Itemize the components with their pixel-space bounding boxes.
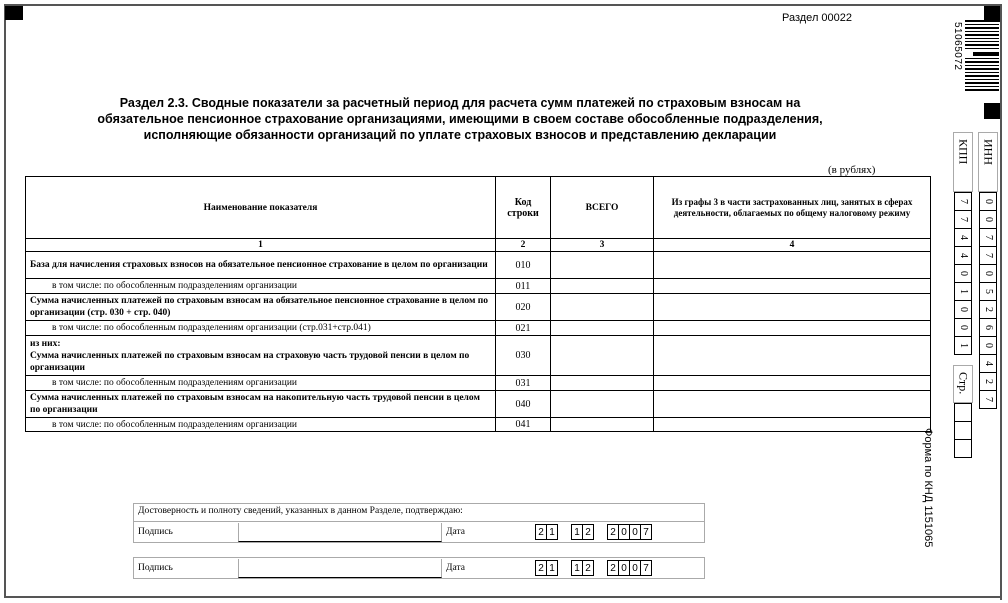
kpp-digit[interactable]: 7 — [954, 192, 972, 211]
row-general-regime-input[interactable] — [654, 294, 931, 321]
row-total-input[interactable] — [551, 418, 654, 432]
row-general-regime-input[interactable] — [654, 336, 931, 376]
row-general-regime-input[interactable] — [654, 376, 931, 391]
registration-marker-top-left — [5, 6, 23, 20]
date-year-digit[interactable]: 7 — [640, 524, 652, 540]
inn-digits — [979, 193, 997, 409]
row-total-input[interactable] — [551, 294, 654, 321]
kpp-digit[interactable]: 4 — [954, 228, 972, 247]
date-month-digit[interactable]: 1 — [571, 560, 583, 576]
inn-digit[interactable]: 7 — [979, 228, 997, 247]
inn-digit[interactable]: 0 — [979, 210, 997, 229]
row-general-regime-input[interactable] — [654, 279, 931, 294]
table-row — [26, 252, 931, 279]
barcode — [963, 20, 999, 94]
confirm-text: Достоверность и полноту сведений, указанных в данном Разделе, подтверждаю: — [134, 504, 704, 522]
row-code: 031 — [496, 376, 551, 391]
date-day-digit[interactable]: 1 — [546, 560, 558, 576]
row-code: 021 — [496, 321, 551, 336]
date-month-digit[interactable]: 2 — [582, 524, 594, 540]
row-name: Сумма начисленных платежей по страховым взносам на обязательное пенсионное страхование в целом по организации (стр. 030 + стр. 040) — [26, 294, 496, 321]
inn-digit[interactable]: 7 — [979, 246, 997, 265]
page-frame-right — [1000, 4, 1002, 600]
date-label: Дата — [446, 527, 465, 537]
kpp-digit[interactable]: 0 — [954, 300, 972, 319]
row-name: База для начисления страховых взносов на обязательное пенсионное страхование в целом по организации — [26, 252, 496, 279]
kpp-digit[interactable]: 1 — [954, 282, 972, 301]
signature-row — [134, 522, 704, 542]
row-code: 020 — [496, 294, 551, 321]
table-row — [26, 418, 931, 432]
row-code: 010 — [496, 252, 551, 279]
row-code: 030 — [496, 336, 551, 376]
page-digit[interactable] — [954, 421, 972, 440]
signature-block-1 — [133, 503, 705, 543]
row-name: в том числе: по обособленным подразделениям организации (стр.031+стр.041) — [26, 321, 496, 336]
inn-digit[interactable]: 6 — [979, 318, 997, 337]
row-general-regime-input[interactable] — [654, 391, 931, 418]
page-label: Стр. — [953, 365, 973, 403]
signature-block-2 — [133, 557, 705, 579]
page-digit[interactable] — [954, 403, 972, 422]
date-year-digit[interactable]: 0 — [618, 560, 630, 576]
row-name: в том числе: по обособленным подразделениям организации — [26, 279, 496, 294]
date-year-digit[interactable]: 2 — [607, 524, 619, 540]
inn-digit[interactable]: 0 — [979, 336, 997, 355]
date-day-digit[interactable]: 2 — [535, 524, 547, 540]
inn-digit[interactable]: 4 — [979, 354, 997, 373]
column-number: 4 — [654, 239, 931, 252]
kpp-digit[interactable]: 1 — [954, 336, 972, 355]
kpp-digits — [954, 193, 972, 355]
signature-label: Подпись — [138, 527, 173, 537]
kpp-label: КПП — [953, 132, 973, 192]
date-year-digit[interactable]: 2 — [607, 560, 619, 576]
page-title — [20, 95, 900, 143]
date-month-digit[interactable]: 1 — [571, 524, 583, 540]
table-row — [26, 294, 931, 321]
column-number: 3 — [551, 239, 654, 252]
indicators-table — [25, 176, 931, 432]
date-year-digit[interactable]: 7 — [640, 560, 652, 576]
row-name — [26, 336, 496, 376]
row-general-regime-input[interactable] — [654, 321, 931, 336]
title-line: Раздел 2.3. Сводные показатели за расчетный период для расчета сумм платежей по страховым взносам на — [119, 96, 801, 110]
row-general-regime-input[interactable] — [654, 252, 931, 279]
date-label: Дата — [446, 563, 465, 573]
kpp-digit[interactable]: 7 — [954, 210, 972, 229]
inn-digit[interactable]: 2 — [979, 372, 997, 391]
column-number: 1 — [26, 239, 496, 252]
title-line: исполняющие обязанности организаций по уплате страховых взносов и представлению декларации — [143, 128, 777, 142]
date-month-digit[interactable]: 2 — [582, 560, 594, 576]
row-total-input[interactable] — [551, 252, 654, 279]
signature-field[interactable] — [238, 559, 442, 578]
row-name-text: Сумма начисленных платежей по страховым взносам на страховую часть трудовой пенсии в целом по организации — [30, 350, 470, 373]
section-code: Раздел 00022 — [782, 12, 853, 24]
inn-digit[interactable]: 2 — [979, 300, 997, 319]
kpp-digit[interactable]: 4 — [954, 246, 972, 265]
date-field[interactable] — [536, 560, 652, 576]
header-name: Наименование показателя — [26, 177, 496, 239]
page-digit[interactable] — [954, 439, 972, 458]
table-row — [26, 391, 931, 418]
signature-row — [134, 558, 704, 578]
inn-digit[interactable]: 0 — [979, 264, 997, 283]
row-name-prefix: из них: — [30, 338, 61, 349]
inn-digit[interactable]: 5 — [979, 282, 997, 301]
row-total-input[interactable] — [551, 279, 654, 294]
date-field[interactable] — [536, 524, 652, 540]
header-code: Код строки — [496, 177, 551, 239]
registration-marker-right — [984, 103, 1000, 119]
row-code: 041 — [496, 418, 551, 432]
inn-label: ИНН — [978, 132, 998, 192]
form-code: Форма по КНД 1151065 — [922, 428, 934, 548]
date-year-digit[interactable]: 0 — [629, 560, 641, 576]
row-name: в том числе: по обособленным подразделениям организации — [26, 418, 496, 432]
page-digits[interactable] — [954, 404, 972, 458]
barcode-number: 51065072 — [952, 22, 963, 71]
date-year-digit[interactable]: 0 — [629, 524, 641, 540]
row-total-input[interactable] — [551, 321, 654, 336]
inn-digit[interactable]: 0 — [979, 192, 997, 211]
inn-digit[interactable]: 7 — [979, 390, 997, 409]
table-header-row — [26, 177, 931, 239]
table-row — [26, 376, 931, 391]
row-name: Сумма начисленных платежей по страховым взносам на накопительную часть трудовой пенсии в целом по организации — [26, 391, 496, 418]
column-number-row — [26, 239, 931, 252]
row-general-regime-input[interactable] — [654, 418, 931, 432]
signature-label: Подпись — [138, 563, 173, 573]
table-row — [26, 336, 931, 376]
date-day-digit[interactable]: 1 — [546, 524, 558, 540]
header-total: ВСЕГО — [551, 177, 654, 239]
row-total-input[interactable] — [551, 376, 654, 391]
date-day-digit[interactable]: 2 — [535, 560, 547, 576]
header-general-regime: Из графы 3 в части застрахованных лиц, занятых в сферах деятельности, облагаемых по общему налоговому режиму — [654, 177, 931, 239]
table-row — [26, 321, 931, 336]
row-code: 040 — [496, 391, 551, 418]
signature-field[interactable] — [238, 523, 442, 542]
table-row — [26, 279, 931, 294]
row-code: 011 — [496, 279, 551, 294]
column-number: 2 — [496, 239, 551, 252]
row-total-input[interactable] — [551, 391, 654, 418]
row-name: в том числе: по обособленным подразделениям организации — [26, 376, 496, 391]
title-line: обязательное пенсионное страхование организациями, имеющими в своем составе обособленные подразделения, — [97, 112, 823, 126]
units-label: (в рублях) — [828, 164, 876, 176]
date-year-digit[interactable]: 0 — [618, 524, 630, 540]
kpp-digit[interactable]: 0 — [954, 264, 972, 283]
row-total-input[interactable] — [551, 336, 654, 376]
kpp-digit[interactable]: 0 — [954, 318, 972, 337]
